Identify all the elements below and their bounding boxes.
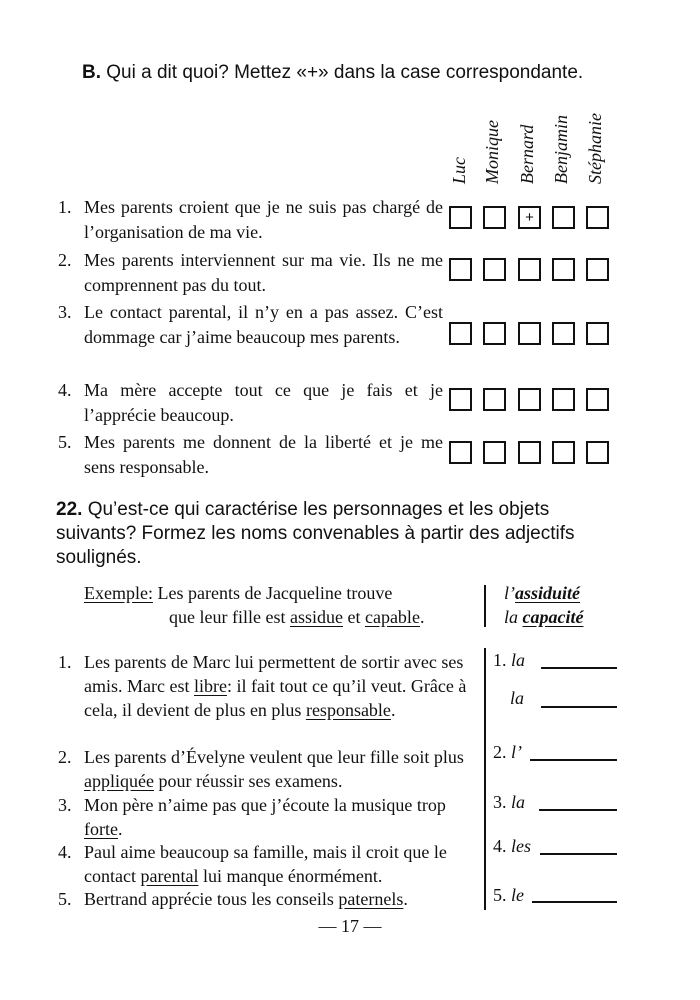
statement-text: Ma mère accepte tout ce que je fais et je l’apprécie beaucoup.: [84, 380, 443, 425]
statement-number: 5.: [58, 432, 72, 452]
answer-1b: la: [510, 688, 525, 708]
checkbox[interactable]: [449, 206, 472, 229]
exercise-22-instruction: [56, 498, 626, 570]
checkbox[interactable]: [552, 206, 575, 229]
example-word-assidue: assidue: [289, 607, 343, 627]
answer-blank-4[interactable]: [540, 853, 617, 855]
statement-5: [58, 430, 443, 480]
statement-number: 3.: [58, 302, 72, 322]
exercise-22-text: Qu’est-ce qui caractérise les personnages et les objets suivants? Formez les noms convenables à partir des adjectifs soulignés.: [56, 499, 575, 568]
statement-text: Mes parents interviennent sur ma vie. Ils ne me comprennent pas du tout.: [84, 250, 443, 295]
example-answer-capacite: capacité: [522, 607, 584, 627]
checkbox[interactable]: [449, 322, 472, 345]
checkbox[interactable]: [483, 206, 506, 229]
column-name-stephanie: Stéphanie: [585, 113, 605, 184]
example-answer-1: l’assiduité: [504, 583, 581, 603]
checkbox[interactable]: [552, 322, 575, 345]
statement-3: [58, 300, 443, 350]
example-block: [84, 583, 392, 604]
example-line-1: Les parents de Jacqueline trouve: [157, 583, 393, 603]
example-word-capable: capable: [364, 607, 420, 627]
page-number: — 17 —: [318, 916, 382, 936]
checkbox[interactable]: [483, 322, 506, 345]
answer-1a: 1. la: [493, 650, 526, 670]
answer-4: 4. les: [493, 836, 531, 856]
section-b-letter: B.: [82, 62, 101, 83]
checkbox[interactable]: [518, 388, 541, 411]
underlined-word: parental: [140, 866, 199, 886]
answer-blank-3[interactable]: [539, 809, 617, 811]
checkbox[interactable]: [586, 206, 609, 229]
checkbox[interactable]: [449, 388, 472, 411]
checkbox[interactable]: [586, 388, 609, 411]
statement-4: [58, 378, 443, 428]
question-1: 1. Les parents de Marc lui permettent de sortir avec ses amis. Marc est libre: il fait tout ce qu’il veut. Grâce à cela, il devient de plus en plus responsable.: [58, 652, 467, 720]
checkbox[interactable]: [449, 258, 472, 281]
answer-5: 5. le: [493, 885, 524, 905]
column-name-benjamin: Benjamin: [551, 115, 571, 184]
checkbox[interactable]: [586, 441, 609, 464]
question-5: 5. Bertrand apprécie tous les conseils paternels.: [58, 889, 408, 909]
answer-2: 2. l’: [493, 742, 522, 762]
statement-number: 2.: [58, 250, 72, 270]
checkbox[interactable]: [518, 322, 541, 345]
question-2: 2. Les parents d’Évelyne veulent que leur fille soit plus appliquée pour réussir ses examens.: [58, 747, 464, 791]
checkbox[interactable]: [586, 322, 609, 345]
example-answer-assiduite: assiduité: [515, 583, 581, 603]
checkbox[interactable]: [552, 388, 575, 411]
statement-text: Le contact parental, il n’y en a pas assez. C’est dommage car j’aime beaucoup mes parents.: [84, 302, 443, 347]
example-line-2: que leur fille est assidue et capable.: [169, 607, 425, 627]
checkbox[interactable]: [483, 441, 506, 464]
example-answer-2: la capacité: [504, 607, 584, 627]
question-3: 3. Mon père n’aime pas que j’écoute la musique trop forte.: [58, 795, 446, 839]
answer-blank-5[interactable]: [532, 901, 617, 903]
statement-2: [58, 248, 443, 298]
section-b-text: Qui a dit quoi? Mettez «+» dans la case correspondante.: [106, 62, 584, 83]
checkbox[interactable]: [586, 258, 609, 281]
underlined-word: libre: [193, 676, 227, 696]
checkbox[interactable]: [552, 258, 575, 281]
answers-divider: [484, 648, 486, 910]
checkbox[interactable]: [518, 258, 541, 281]
example-label: Exemple:: [84, 583, 153, 603]
checkbox[interactable]: [483, 258, 506, 281]
column-name-luc: Luc: [449, 157, 469, 184]
underlined-word: responsable: [305, 700, 391, 720]
statement-1: [58, 195, 443, 245]
section-b-instruction: [82, 62, 583, 84]
statement-text: Mes parents croient que je ne suis pas chargé de l’organisation de ma vie.: [84, 197, 443, 242]
answer-blank-2[interactable]: [530, 759, 617, 761]
statement-number: 1.: [58, 197, 72, 217]
example-divider: [484, 585, 486, 627]
answer-3: 3. la: [493, 792, 526, 812]
checkbox[interactable]: [483, 388, 506, 411]
checkbox[interactable]: [552, 441, 575, 464]
question-4: 4. Paul aime beaucoup sa famille, mais il croit que le contact parental lui manque énormément.: [58, 842, 447, 886]
column-name-bernard: Bernard: [517, 124, 537, 184]
checkbox[interactable]: [449, 441, 472, 464]
underlined-word: appliquée: [84, 771, 154, 791]
underlined-word: paternels: [338, 889, 404, 909]
statement-number: 4.: [58, 380, 72, 400]
answer-blank-1b[interactable]: [541, 706, 617, 708]
column-name-monique: Monique: [482, 120, 502, 184]
checkbox-checked[interactable]: +: [518, 206, 541, 229]
statement-text: Mes parents me donnent de la liberté et je me sens responsable.: [84, 432, 443, 477]
exercise-number: 22.: [56, 499, 83, 520]
checkbox[interactable]: [518, 441, 541, 464]
answer-blank-1a[interactable]: [541, 667, 617, 669]
underlined-word: forte: [84, 819, 118, 839]
